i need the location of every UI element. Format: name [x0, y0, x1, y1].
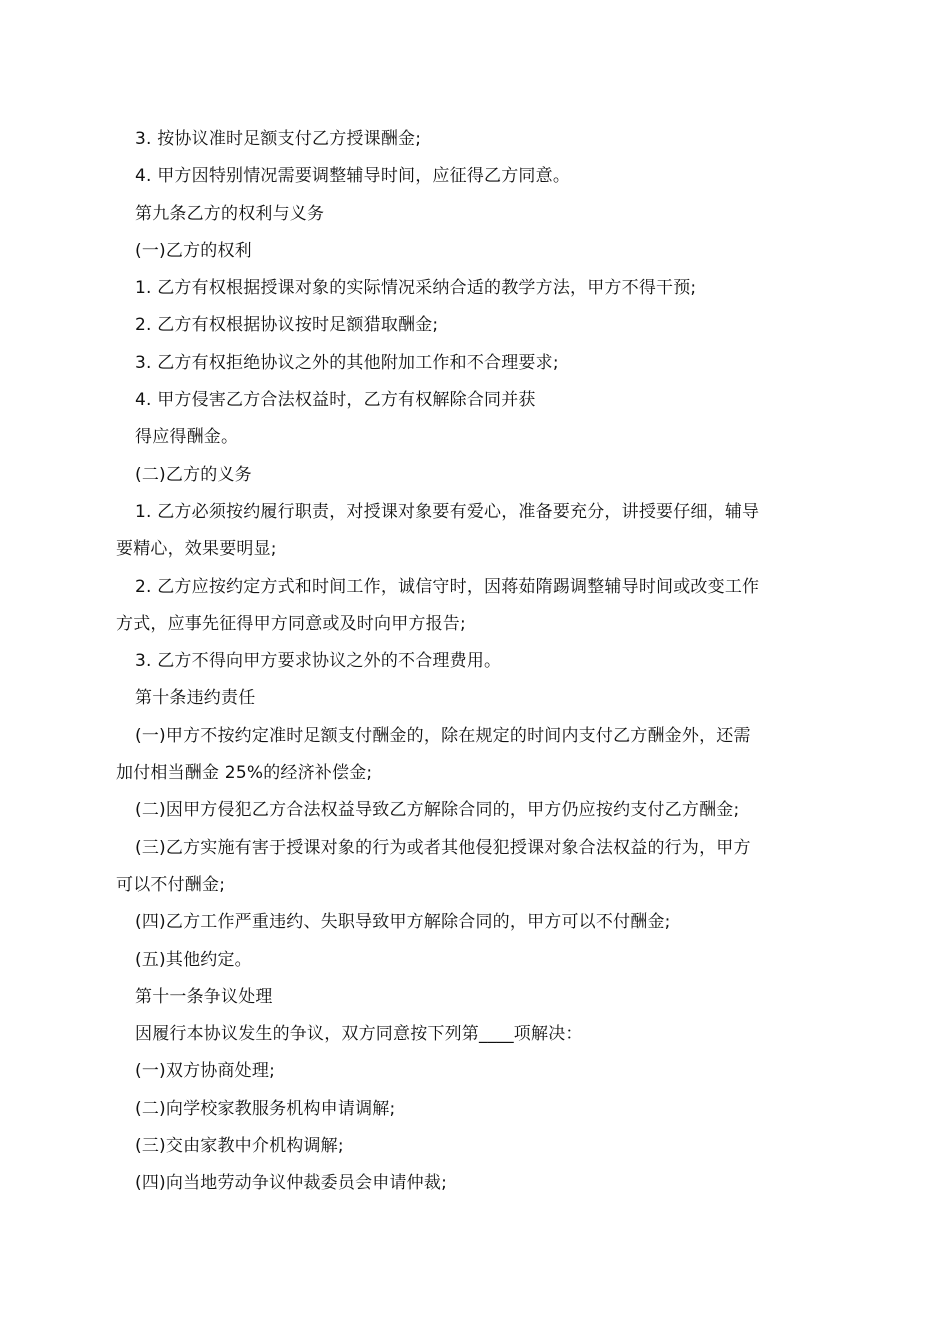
clause-line: (三)交由家教中介机构调解;: [135, 1136, 344, 1157]
clause-continuation: 可以不付酬金;: [116, 874, 226, 895]
document-body: [116, 121, 838, 1203]
clause-line: 4. 甲方因特别情况需要调整辅导时间，应征得乙方同意。: [135, 166, 571, 187]
clause-line: (一)双方协商处理;: [135, 1061, 275, 1082]
clause-line: 3. 乙方不得向甲方要求协议之外的不合理费用。: [135, 651, 502, 672]
clause-line: (一)甲方不按约定准时足额支付酬金的，除在规定的时间内支付乙方酬金外，还需: [135, 725, 751, 746]
clause-line: (四)乙方工作严重违约、失职导致甲方解除合同的，甲方可以不付酬金;: [135, 912, 671, 933]
clause-line: 3. 乙方有权拒绝协议之外的其他附加工作和不合理要求;: [135, 352, 559, 373]
section-heading: (一)乙方的权利: [135, 240, 252, 261]
section-heading: (二)乙方的义务: [135, 464, 252, 485]
clause-continuation: 得应得酬金。: [135, 427, 239, 448]
clause-line: 2. 乙方有权根据协议按时足额猎取酬金;: [135, 315, 439, 336]
article-heading: 第十一条争议处理: [135, 986, 273, 1007]
clause-line: (三)乙方实施有害于授课对象的行为或者其他侵犯授课对象合法权益的行为，甲方: [135, 837, 751, 858]
article-heading: 第九条乙方的权利与义务: [135, 203, 325, 224]
clause-line: 1. 乙方必须按约履行职责，对授课对象要有爱心，准备要充分，讲授要仔细，辅导: [135, 501, 760, 522]
clause-line: 1. 乙方有权根据授课对象的实际情况采纳合适的教学方法，甲方不得干预;: [135, 278, 697, 299]
article-heading: 第十条违约责任: [135, 688, 256, 709]
clause-line: (二)因甲方侵犯乙方合法权益导致乙方解除合同的，甲方仍应按约支付乙方酬金;: [135, 800, 740, 821]
clause-line: (二)向学校家教服务机构申请调解;: [135, 1098, 396, 1119]
clause-continuation: 要精心，效果要明显;: [116, 539, 277, 560]
clause-line: 3. 按协议准时足额支付乙方授课酬金;: [135, 129, 422, 149]
clause-line: 4. 甲方侵害乙方合法权益时，乙方有权解除合同并获: [135, 390, 536, 411]
clause-line: 2. 乙方应按约定方式和时间工作，诚信守时，因蒋茹隋踢调整辅导时间或改变工作: [135, 576, 760, 597]
clause-line: (五)其他约定。: [135, 949, 252, 970]
clause-continuation: 方式，应事先征得甲方同意或及时向甲方报告;: [116, 613, 466, 634]
clause-line: 因履行本协议发生的争议，双方同意按下列第____项解决：: [135, 1024, 583, 1045]
clause-line: (四)向当地劳动争议仲裁委员会申请仲裁;: [135, 1173, 447, 1194]
clause-continuation: 加付相当酬金 25%的经济补偿金;: [116, 763, 373, 784]
